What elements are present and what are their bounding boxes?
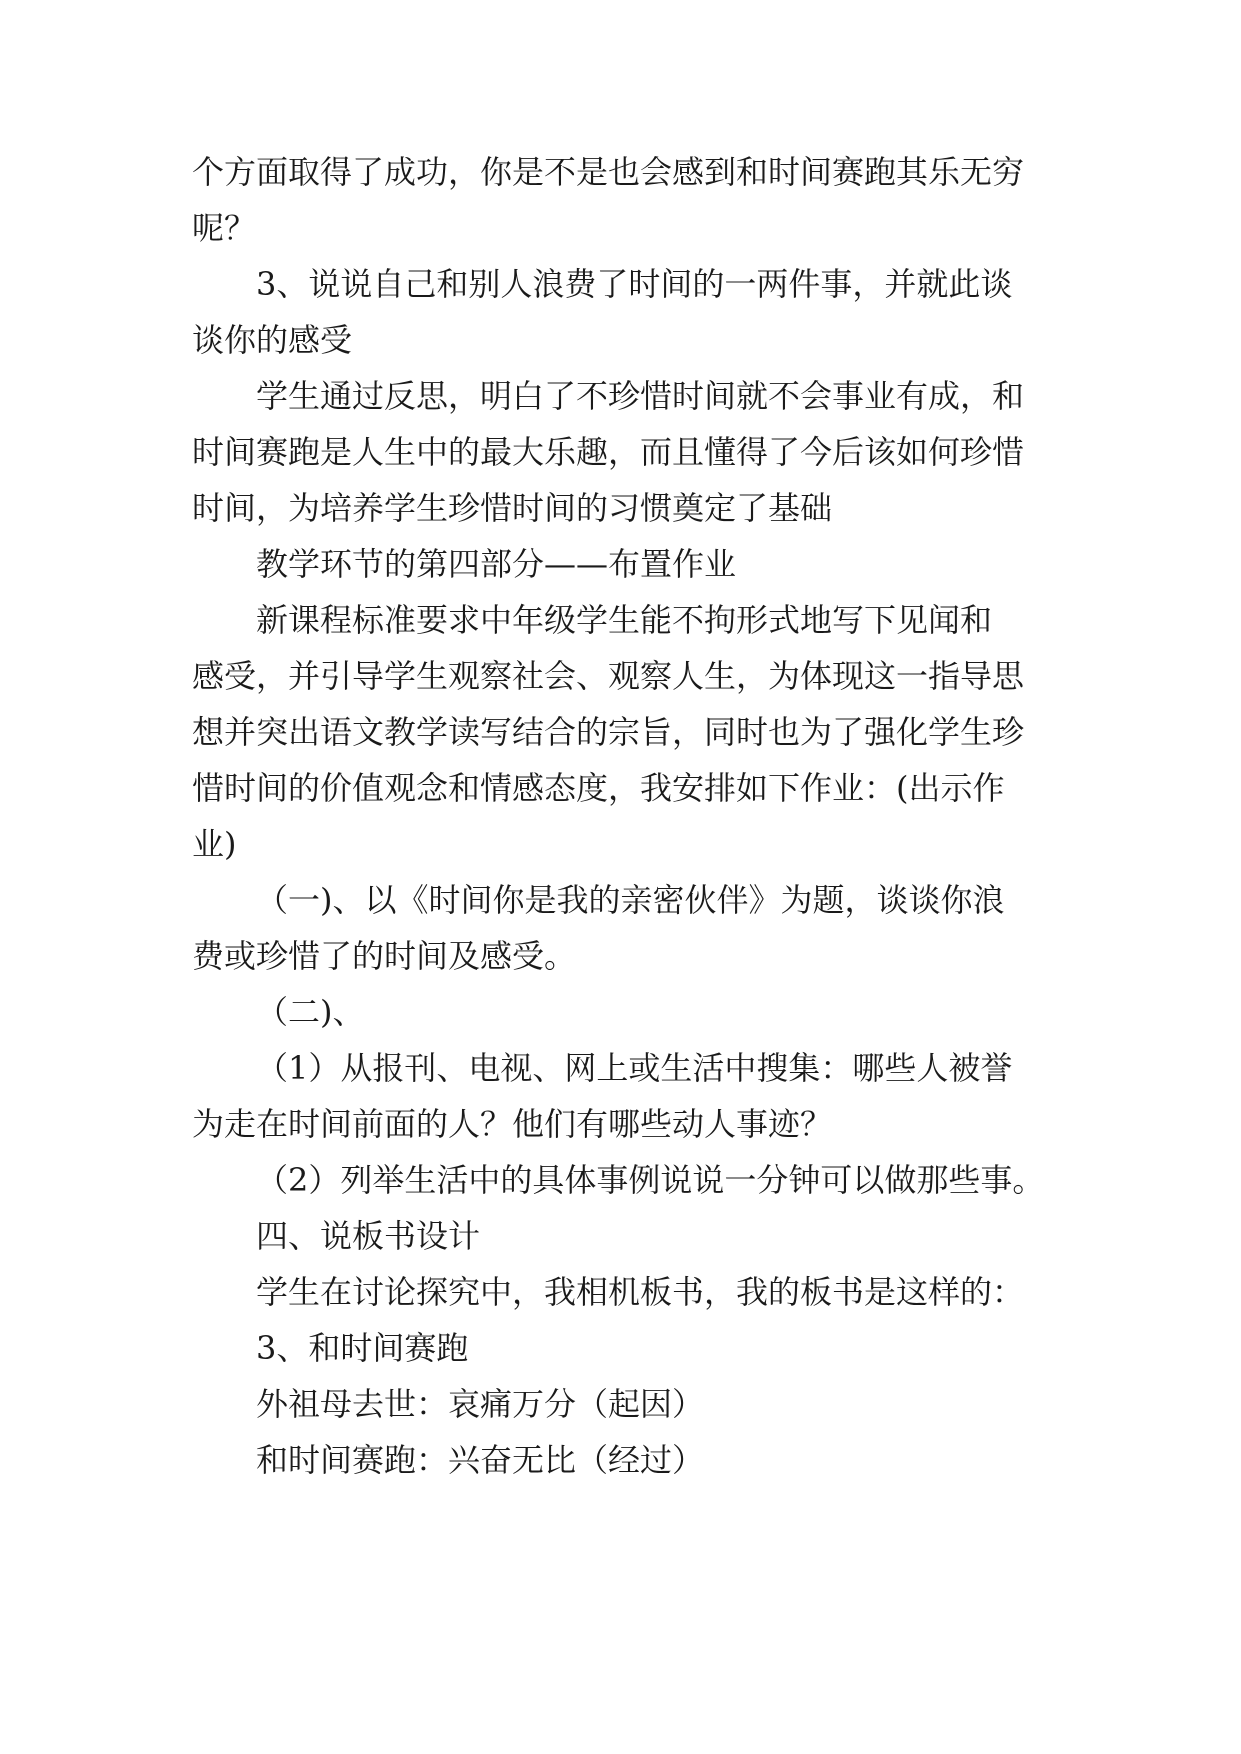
board-line: 外祖母去世：哀痛万分（起因） xyxy=(256,1385,705,1423)
text-line: 呢？ xyxy=(192,209,257,247)
text-line: 为走在时间前面的人？他们有哪些动人事迹？ xyxy=(192,1105,833,1143)
text-line: 费或珍惜了的时间及感受。 xyxy=(192,937,577,975)
text-line: 时间，为培养学生珍惜时间的习惯奠定了基础 xyxy=(192,489,833,527)
text-line: 学生通过反思，明白了不珍惜时间就不会事业有成，和 xyxy=(256,377,1025,415)
text-line: 想并突出语文教学读写结合的宗旨，同时也为了强化学生珍 xyxy=(192,713,1025,751)
board-title: 3、和时间赛跑 xyxy=(256,1329,469,1367)
text-line: 教学环节的第四部分——布置作业 xyxy=(256,545,737,583)
text-line: （一)、以《时间你是我的亲密伙伴》为题，谈谈你浪 xyxy=(256,881,1005,919)
text-line: （1）从报刊、电视、网上或生活中搜集：哪些人被誉 xyxy=(256,1049,1013,1087)
text-line: （2）列举生活中的具体事例说说一分钟可以做那些事。 xyxy=(256,1161,1045,1199)
text-line: 惜时间的价值观念和情感态度，我安排如下作业：(出示作 xyxy=(192,769,1005,807)
text-line: 新课程标准要求中年级学生能不拘形式地写下见闻和 xyxy=(256,601,993,639)
text-line: 业) xyxy=(192,825,237,863)
section-heading: 四、说板书设计 xyxy=(256,1217,481,1255)
board-line: 和时间赛跑：兴奋无比（经过） xyxy=(256,1441,705,1479)
text-line: 时间赛跑是人生中的最大乐趣，而且懂得了今后该如何珍惜 xyxy=(192,433,1025,471)
text-line: 感受，并引导学生观察社会、观察人生，为体现这一指导思 xyxy=(192,657,1025,695)
text-line: 3、说说自己和别人浪费了时间的一两件事，并就此谈 xyxy=(256,265,1013,303)
text-line: 谈你的感受 xyxy=(192,321,353,359)
text-line: 学生在讨论探究中，我相机板书，我的板书是这样的： xyxy=(256,1273,1025,1311)
text-line: 个方面取得了成功，你是不是也会感到和时间赛跑其乐无穷 xyxy=(192,153,1025,191)
text-line: （二)、 xyxy=(256,993,365,1031)
